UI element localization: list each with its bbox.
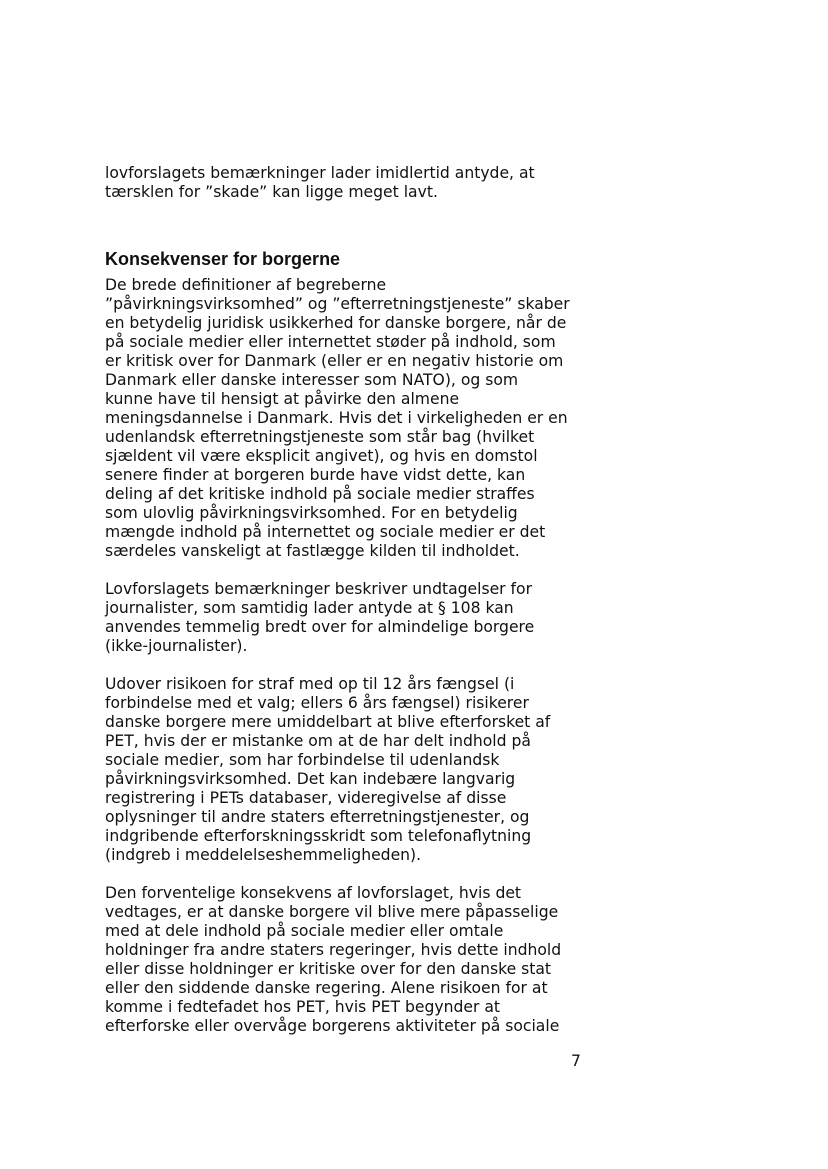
- page-number: 7: [571, 1052, 581, 1070]
- paragraph-spacer: [105, 865, 595, 884]
- text-line: Den forventelige konsekvens af lovforslaget, hvis det: [105, 884, 522, 902]
- text-line: lovforslagets bemærkninger lader imidlertid antyde, at: [105, 164, 535, 182]
- text-line: vedtages, er at danske borgere vil blive mere påpasselige: [105, 903, 559, 921]
- body-paragraph: [105, 276, 595, 561]
- text-line: holdninger fra andre staters regeringer, hvis dette indhold: [105, 941, 562, 959]
- text-line: journalister, som samtidig lader antyde at § 108 kan: [105, 599, 514, 617]
- text-line: på sociale medier eller internettet støder på indhold, som: [105, 333, 556, 351]
- text-line: indgribende efterforskningsskridt som telefonaflytning: [105, 827, 532, 845]
- text-line: efterforske eller overvåge borgerens aktiviteter på sociale: [105, 1017, 560, 1035]
- text-line: kunne have til hensigt at påvirke den almene: [105, 390, 460, 408]
- body-paragraph: [105, 884, 595, 1036]
- text-line: anvendes temmelig bredt over for almindelige borgere: [105, 618, 535, 636]
- text-line: registrering i PETs databaser, videregivelse af disse: [105, 789, 507, 807]
- text-line: Udover risikoen for straf med op til 12 års fængsel (i: [105, 675, 515, 693]
- body-paragraph: [105, 675, 595, 865]
- text-line: Danmark eller danske interesser som NATO), og som: [105, 371, 519, 389]
- paragraph-spacer: [105, 656, 595, 675]
- text-line: eller den siddende danske regering. Alene risikoen for at: [105, 979, 548, 997]
- text-line: påvirkningsvirksomhed. Det kan indebære langvarig: [105, 770, 516, 788]
- text-line: en betydelig juridisk usikkerhed for danske borgere, når de: [105, 314, 567, 332]
- text-line: udenlandsk efterretningstjeneste som står bag (hvilket: [105, 428, 535, 446]
- text-line: PET, hvis der er mistanke om at de har delt indhold på: [105, 732, 531, 750]
- text-line: (ikke-journalister).: [105, 637, 248, 655]
- text-line: De brede definitioner af begreberne: [105, 276, 387, 294]
- text-line: danske borgere mere umiddelbart at blive efterforsket af: [105, 713, 551, 731]
- text-line: oplysninger til andre staters efterretningstjenester, og: [105, 808, 530, 826]
- text-line: meningsdannelse i Danmark. Hvis det i virkeligheden er en: [105, 409, 568, 427]
- text-line: med at dele indhold på sociale medier eller omtale: [105, 922, 504, 940]
- text-line: senere finder at borgeren burde have vidst dette, kan: [105, 466, 526, 484]
- body-paragraph: [105, 580, 595, 656]
- text-line: (indgreb i meddelelseshemmeligheden).: [105, 846, 422, 864]
- text-line: sjældent vil være eksplicit angivet), og hvis en domstol: [105, 447, 538, 465]
- text-line: er kritisk over for Danmark (eller er en negativ historie om: [105, 352, 564, 370]
- text-line: forbindelse med et valg; ellers 6 års fængsel) risikerer: [105, 694, 529, 712]
- text-line: ”påvirkningsvirksomhed” og ”efterretningstjeneste” skaber: [105, 295, 570, 313]
- text-line: eller disse holdninger er kritiske over for den danske stat: [105, 960, 552, 978]
- section-heading: Konsekvenser for borgerne: [105, 249, 341, 269]
- paragraph-spacer: [105, 561, 595, 580]
- page-content: [105, 164, 595, 1036]
- text-line: særdeles vanskeligt at fastlægge kilden til indholdet.: [105, 542, 520, 560]
- text-line: mængde indhold på internettet og sociale medier er det: [105, 523, 546, 541]
- text-line: som ulovlig påvirkningsvirksomhed. For en betydelig: [105, 504, 518, 522]
- text-line: Lovforslagets bemærkninger beskriver undtagelser for: [105, 580, 532, 598]
- intro-paragraph: [105, 164, 595, 202]
- text-line: komme i fedtefadet hos PET, hvis PET begynder at: [105, 998, 501, 1016]
- text-line: deling af det kritiske indhold på sociale medier straffes: [105, 485, 535, 503]
- text-line: tærsklen for ”skade” kan ligge meget lavt.: [105, 183, 438, 201]
- text-line: sociale medier, som har forbindelse til udenlandsk: [105, 751, 500, 769]
